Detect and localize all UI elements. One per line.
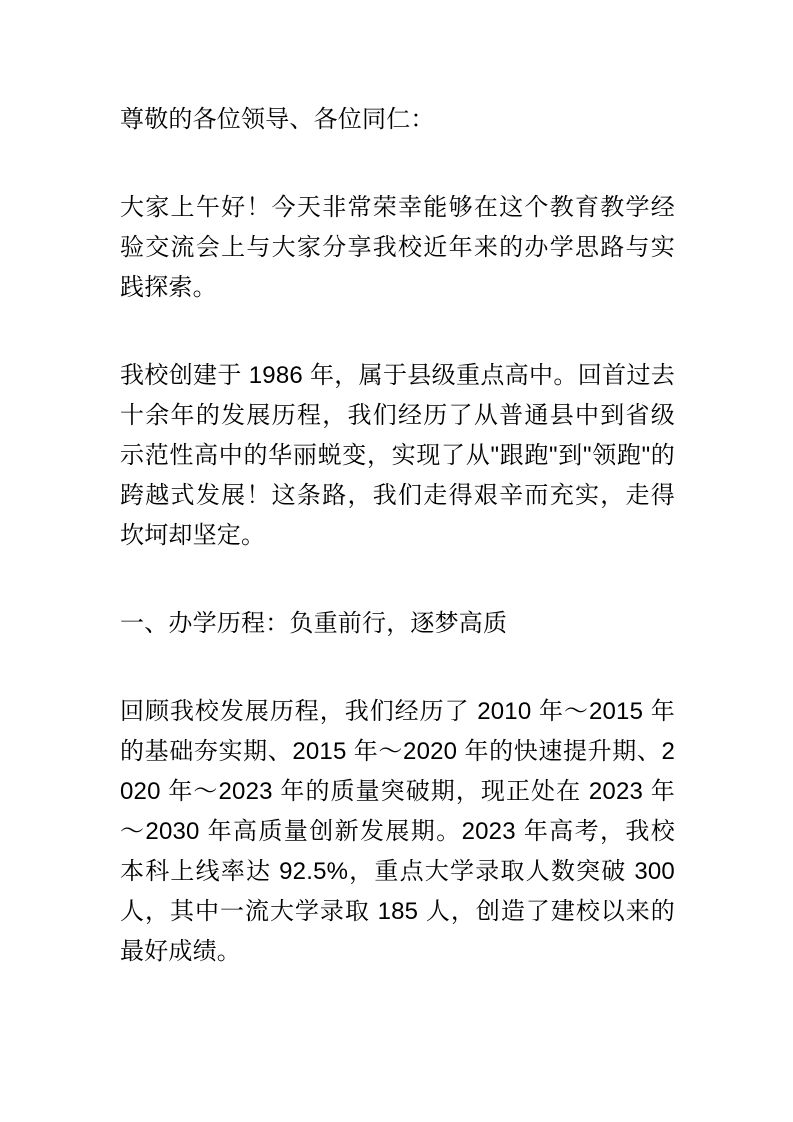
paragraph-opening: 大家上午好！今天非常荣幸能够在这个教育教学经验交流会上与大家分享我校近年来的办学思路与实践探索。 <box>120 194 675 301</box>
section-heading-1: 一、办学历程：负重前行，逐梦高质 <box>120 610 508 637</box>
paragraph-school-history: 我校创建于 1986 年，属于县级重点高中。回首过去十余年的发展历程，我们经历了从普通县中到省级示范性高中的华丽蜕变，实现了从"跟跑"到"领跑"的跨越式发展！这条路，我们走得艰辛而充实，走得坎坷却坚定。 <box>120 362 675 549</box>
paragraph-salutation: 尊敬的各位领导、各位同仁： <box>120 106 435 133</box>
paragraph-development-stages: 回顾我校发展历程，我们经历了 2010 年～2015 年的基础夯实期、2015 年～2020 年的快速提升期、2020 年～2023 年的质量突破期，现正处在 2023 年～2030 年高质量创新发展期。2023 年高考，我校本科上线率达 92.5%，重点大学录取人数突破 300 人，其中一流大学录取 185 人，创造了建校以来的最好成绩。 <box>120 698 675 965</box>
